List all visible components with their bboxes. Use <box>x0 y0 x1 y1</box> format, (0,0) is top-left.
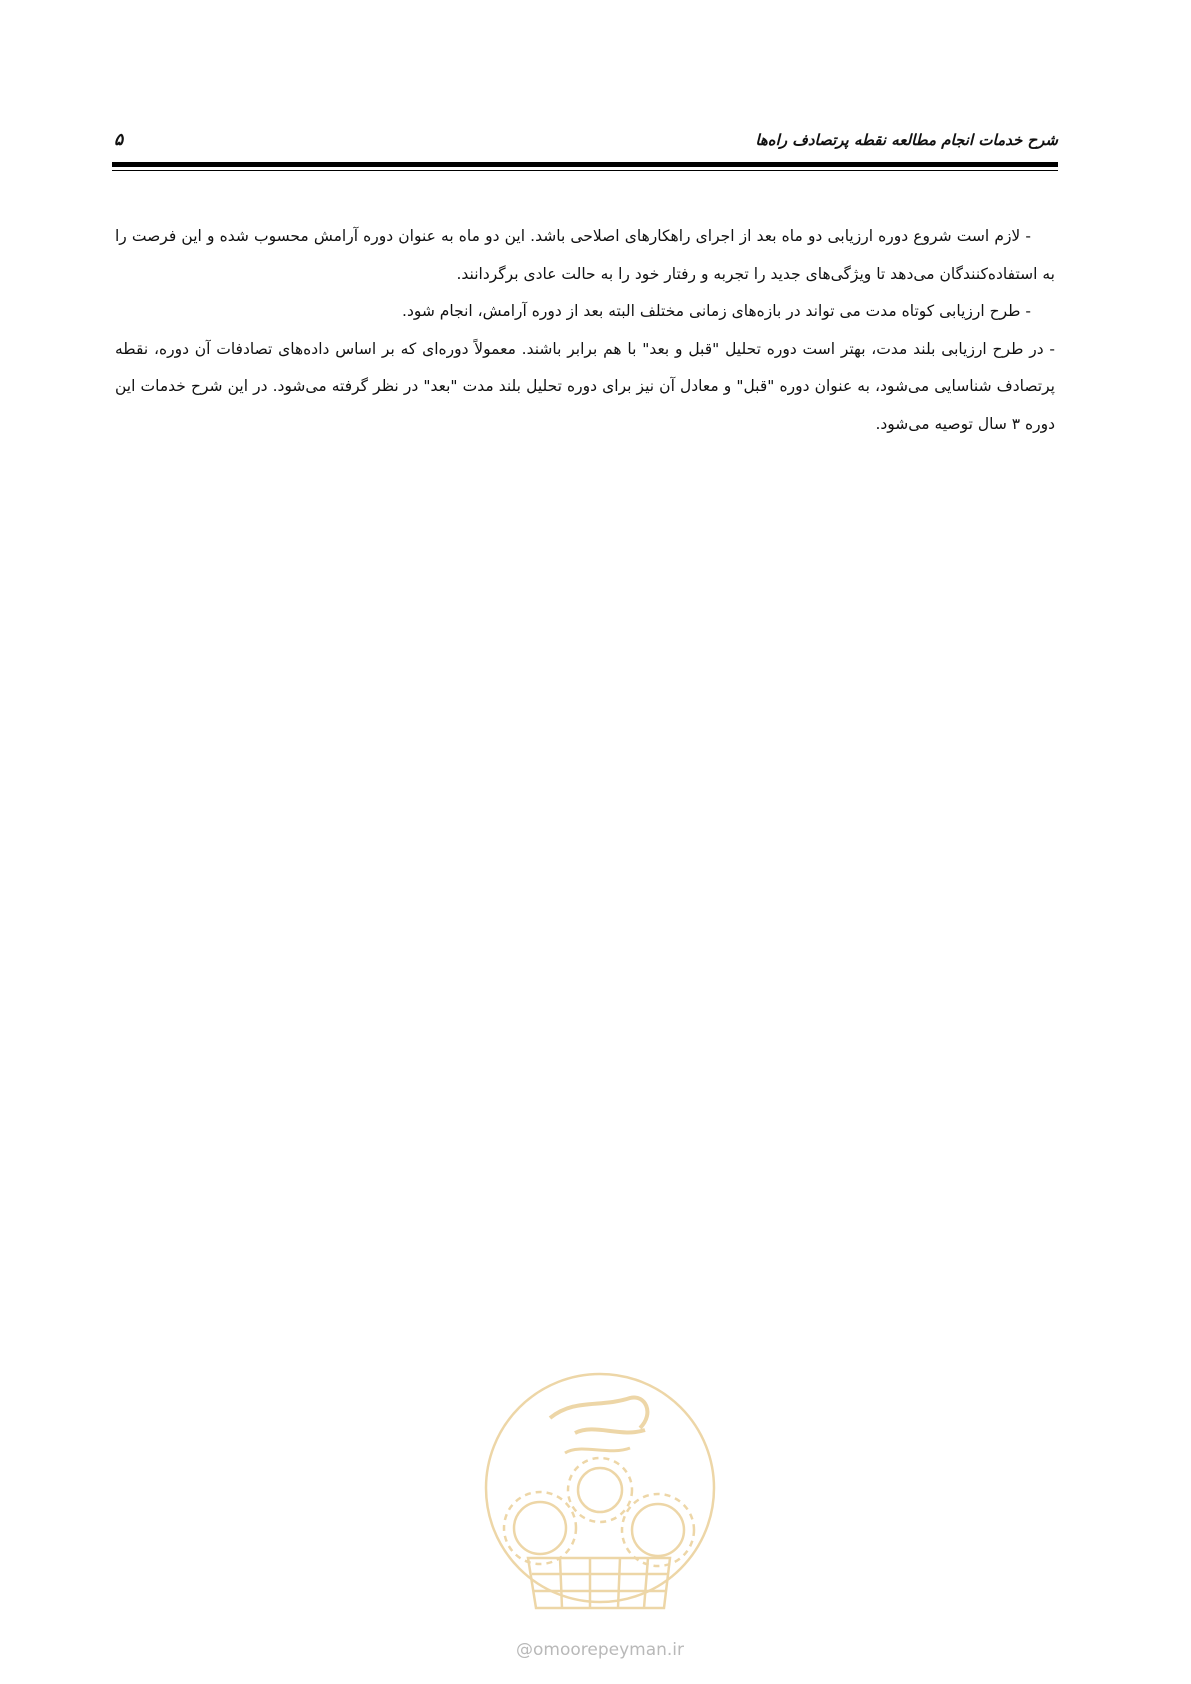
watermark-logo-icon <box>480 1358 720 1638</box>
paragraph: - طرح ارزیابی کوتاه مدت می تواند در بازه‌های زمانی مختلف البته بعد از دوره آرامش، انجام شود. <box>402 302 1031 320</box>
body-text <box>115 218 1055 443</box>
page-header <box>112 128 1058 152</box>
watermark-site: @omoorepeyman.ir <box>515 1640 685 1660</box>
watermark-logo-text: امور پیمان <box>597 1428 603 1429</box>
header-title: شرح خدمات انجام مطالعه نقطه پرتصادف راه‌ها <box>755 131 1058 149</box>
header-rule-thin <box>112 170 1058 171</box>
header-rule-thick <box>112 162 1058 167</box>
paragraph: - در طرح ارزیابی بلند مدت، بهتر است دوره تحلیل "قبل و بعد" با هم برابر باشند. معمولاً دوره‌ای که بر اساس داده‌های تصادفات آن دوره، نقطه پرتصادف شناسایی می‌شود، به عنوان دوره "قبل" و معادل آن نیز برای دوره تحلیل بلند مدت "بعد" در نظر گرفته می‌شود. در این شرح خدمات این دوره ۳ سال توصیه می‌شود. <box>115 339 1055 433</box>
paragraph: - لازم است شروع دوره ارزیابی دو ماه بعد از اجرای راهکارهای اصلاحی باشد. این دو ماه به عنوان دوره آرامش محسوب شده و این فرصت را به استفاده‌کنندگان می‌دهد تا ویژگی‌های جدید را تجربه و رفتار خود را به حالت عادی برگردانند. <box>115 227 1055 283</box>
page-number: ۵ <box>114 130 124 150</box>
watermark <box>480 1358 720 1668</box>
